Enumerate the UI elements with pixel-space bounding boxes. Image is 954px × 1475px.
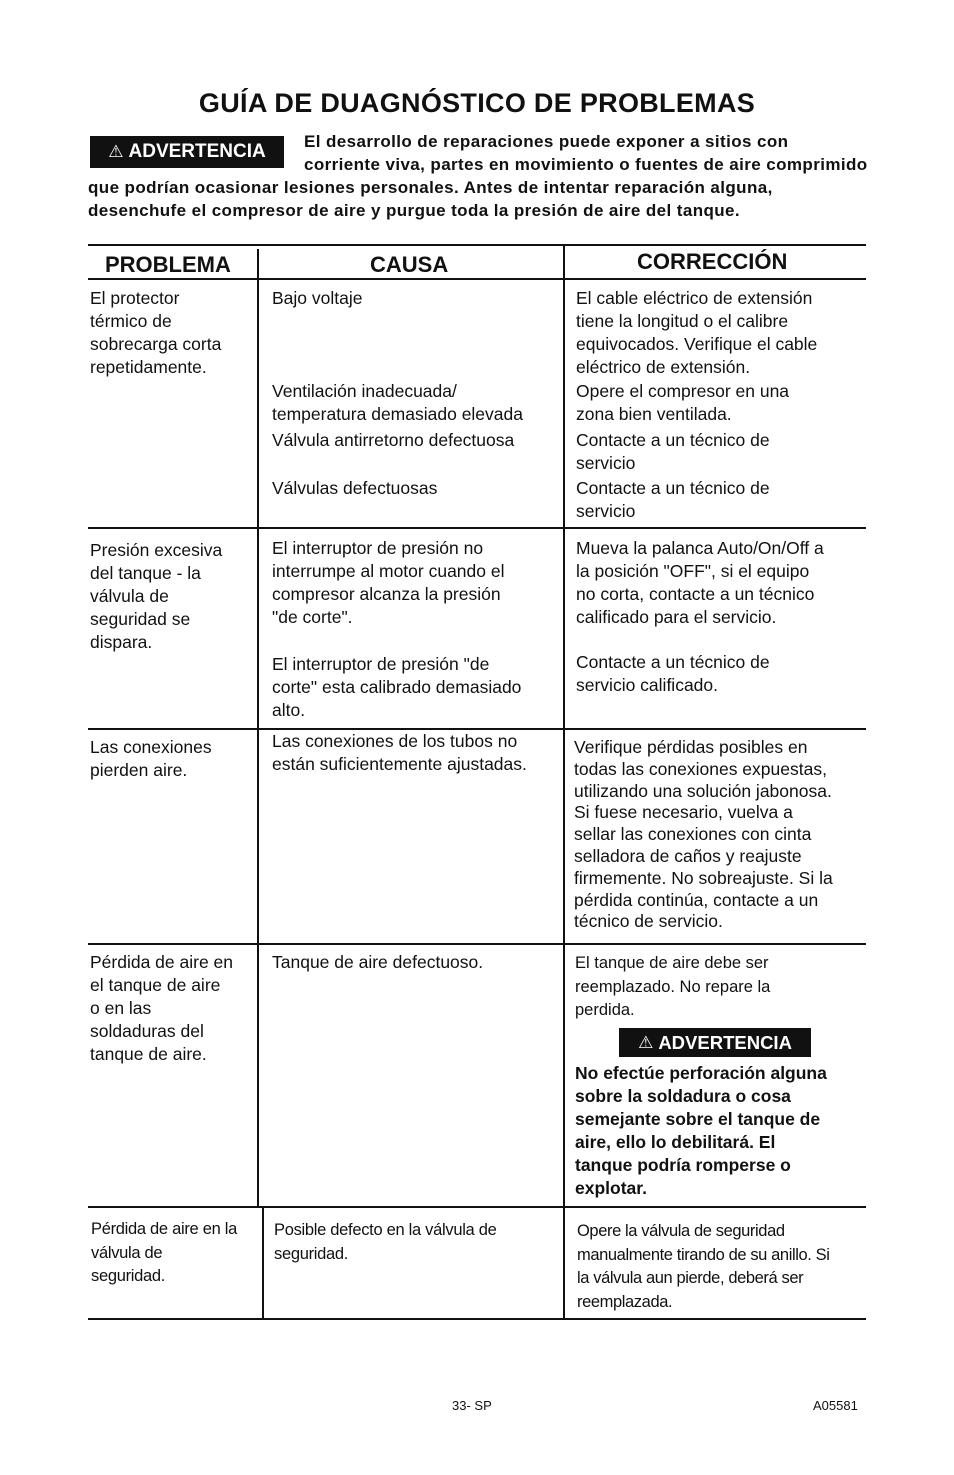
text-line: sobre la soldadura o cosa — [575, 1086, 791, 1106]
correction-cell — [576, 477, 770, 523]
correction-cell — [576, 287, 817, 379]
tank-warning-text — [575, 1062, 827, 1200]
text-line: Posible defecto en la válvula de — [274, 1221, 497, 1239]
cause-cell — [272, 287, 362, 310]
text-line: El cable eléctrico de extensión — [576, 288, 813, 308]
text-line: tanque de aire. — [90, 1044, 207, 1064]
text-line: reemplazada. — [577, 1292, 673, 1311]
text-line: eléctrico de extensión. — [576, 357, 751, 377]
text-line: seguridad se — [90, 609, 191, 629]
text-line: reemplazado. No repare la — [575, 977, 771, 996]
text-line: soldaduras del — [90, 1021, 204, 1041]
text-line: explotar. — [575, 1178, 647, 1198]
text-line: sellar las conexiones con cinta — [574, 824, 812, 845]
text-line: Bajo voltaje — [272, 288, 363, 308]
problem-cell — [90, 736, 212, 782]
cause-cell — [272, 537, 504, 629]
text-line: zona bien ventilada. — [576, 404, 732, 424]
text-line: servicio — [576, 501, 636, 521]
text-line: compresor alcanza la presión — [272, 584, 501, 604]
cause-cell — [272, 653, 521, 722]
text-line: el tanque de aire — [90, 975, 221, 995]
text-line: Presión excesiva — [90, 540, 223, 560]
text-line: interrumpe al motor cuando el — [272, 561, 505, 581]
text-line: la válvula aun pierde, deberá ser — [577, 1269, 804, 1287]
row-rule — [88, 527, 866, 529]
text-line: Tanque de aire defectuoso. — [272, 952, 484, 972]
text-line: Mueva la palanca Auto/On/Off a — [576, 538, 824, 558]
text-line: todas las conexiones expuestas, — [574, 758, 827, 779]
text-line: válvula de — [90, 586, 169, 606]
correction-cell — [576, 429, 770, 475]
warning-triangle-icon: ⚠ — [638, 1032, 654, 1052]
text-line: pierden aire. — [90, 760, 188, 780]
text-line: Verifique pérdidas posibles en — [574, 737, 808, 757]
column-divider — [262, 1208, 264, 1318]
correction-cell — [576, 537, 824, 629]
correction-cell — [576, 380, 789, 426]
text-line: o en las — [90, 998, 152, 1018]
correction-cell — [577, 1220, 830, 1314]
cause-cell — [272, 477, 437, 500]
row-rule — [88, 943, 866, 945]
text-line: tanque podría romperse o — [575, 1155, 791, 1175]
text-line: Contacte a un técnico de — [576, 478, 770, 498]
cause-cell — [272, 730, 527, 776]
header-causa: CAUSA — [370, 252, 449, 277]
text-line: servicio — [576, 453, 636, 473]
text-line: Las conexiones de los tubos no — [272, 731, 518, 751]
text-line: firmemente. No sobreajuste. Si la — [574, 867, 833, 888]
text-line: Válvulas defectuosas — [272, 478, 438, 498]
text-line: perdida. — [575, 1001, 635, 1019]
header-problema: PROBLEMA — [105, 252, 231, 277]
text-line: Las conexiones — [90, 737, 212, 757]
cause-cell — [274, 1219, 496, 1266]
text-line: equivocados. Verifique el cable — [576, 334, 818, 354]
text-line: térmico de — [90, 311, 172, 331]
text-line: Si fuese necesario, vuelva a — [574, 802, 793, 823]
text-line: del tanque - la — [90, 563, 201, 583]
document-code: A05581 — [813, 1398, 858, 1413]
tank-warning-badge — [619, 1028, 811, 1057]
text-line: seguridad. — [274, 1244, 349, 1263]
text-line: Opere la válvula de seguridad — [577, 1222, 785, 1240]
text-line: selladora de caños y reajuste — [574, 845, 802, 866]
text-line: pérdida continúa, contacte a un — [574, 889, 819, 910]
problem-cell — [90, 539, 222, 654]
text-line: utilizando una solución jabonosa. — [574, 780, 832, 801]
table-top-rule — [88, 244, 866, 246]
text-line: dispara. — [90, 632, 153, 652]
text-line: manualmente tirando de su anillo. Si — [577, 1245, 830, 1264]
text-line: Pérdida de aire en la — [91, 1220, 237, 1238]
text-line: servicio calificado. — [576, 675, 718, 695]
text-line: alto. — [272, 700, 306, 720]
text-line: El tanque de aire debe ser — [575, 954, 769, 972]
column-divider — [563, 246, 565, 1320]
warning-label: ADVERTENCIA — [128, 141, 266, 162]
text-line: no corta, contacte a un técnico — [576, 584, 815, 604]
text-line: El protector — [90, 288, 180, 308]
page-title: GUÍA DE DUAGNÓSTICO DE PROBLEMAS — [198, 88, 756, 118]
text-line: corte" esta calibrado demasiado — [272, 677, 522, 697]
page-number: 33- SP — [452, 1398, 492, 1413]
text-line: tiene la longitud o el calibre — [576, 311, 789, 331]
row-rule — [88, 1206, 866, 1208]
text-line: Opere el compresor en una — [576, 381, 790, 401]
problem-cell — [90, 287, 221, 379]
text-line: calificado para el servicio. — [576, 607, 777, 627]
text-line: Ventilación inadecuada/ — [272, 381, 457, 401]
correction-cell — [574, 737, 833, 933]
warning-badge — [90, 136, 284, 168]
header-rule — [88, 278, 866, 280]
text-line: Pérdida de aire en — [90, 952, 234, 972]
text-line: No efectúe perforación alguna — [575, 1063, 827, 1083]
text-line: El interruptor de presión "de — [272, 654, 490, 674]
text-line: El interruptor de presión no — [272, 538, 484, 558]
text-line: repetidamente. — [90, 357, 207, 377]
warning-text: El desarrollo de reparaciones puede exponer a sitios con corriente viva, partes en movimiento o fuentes de aire comprimido que podrían ocasionar lesiones personales. Antes de intentar reparación alguna, desenchufe el compresor de aire y purgue toda la presión de aire del tanque. — [88, 132, 868, 220]
text-line: "de corte". — [272, 607, 353, 627]
text-line: sobrecarga corta — [90, 334, 222, 354]
text-line: seguridad. — [91, 1267, 166, 1285]
column-divider — [257, 249, 259, 1206]
text-line: Válvula antirretorno defectuosa — [272, 430, 515, 450]
text-line: están suficientemente ajustadas. — [272, 754, 527, 774]
text-line: semejante sobre el tanque de — [575, 1109, 821, 1129]
text-line: Contacte a un técnico de — [576, 430, 770, 450]
header-correccion: CORRECCIÓN — [637, 249, 788, 274]
correction-cell — [576, 651, 770, 697]
cause-cell — [272, 429, 514, 452]
warning-label: ADVERTENCIA — [658, 1031, 792, 1053]
text-line: Contacte a un técnico de — [576, 652, 770, 672]
text-line: técnico de servicio. — [574, 911, 723, 932]
correction-cell — [575, 952, 770, 1023]
cause-cell — [272, 951, 483, 974]
text-line: temperatura demasiado elevada — [272, 404, 523, 424]
text-line: válvula de — [91, 1243, 163, 1262]
text-line: la posición "OFF", si el equipo — [576, 561, 810, 581]
problem-cell — [90, 951, 233, 1066]
table-bottom-rule — [88, 1318, 866, 1320]
cause-cell — [272, 380, 523, 426]
warning-triangle-icon: ⚠ — [108, 142, 124, 161]
problem-cell — [91, 1218, 237, 1289]
text-line: aire, ello lo debilitará. El — [575, 1132, 776, 1152]
